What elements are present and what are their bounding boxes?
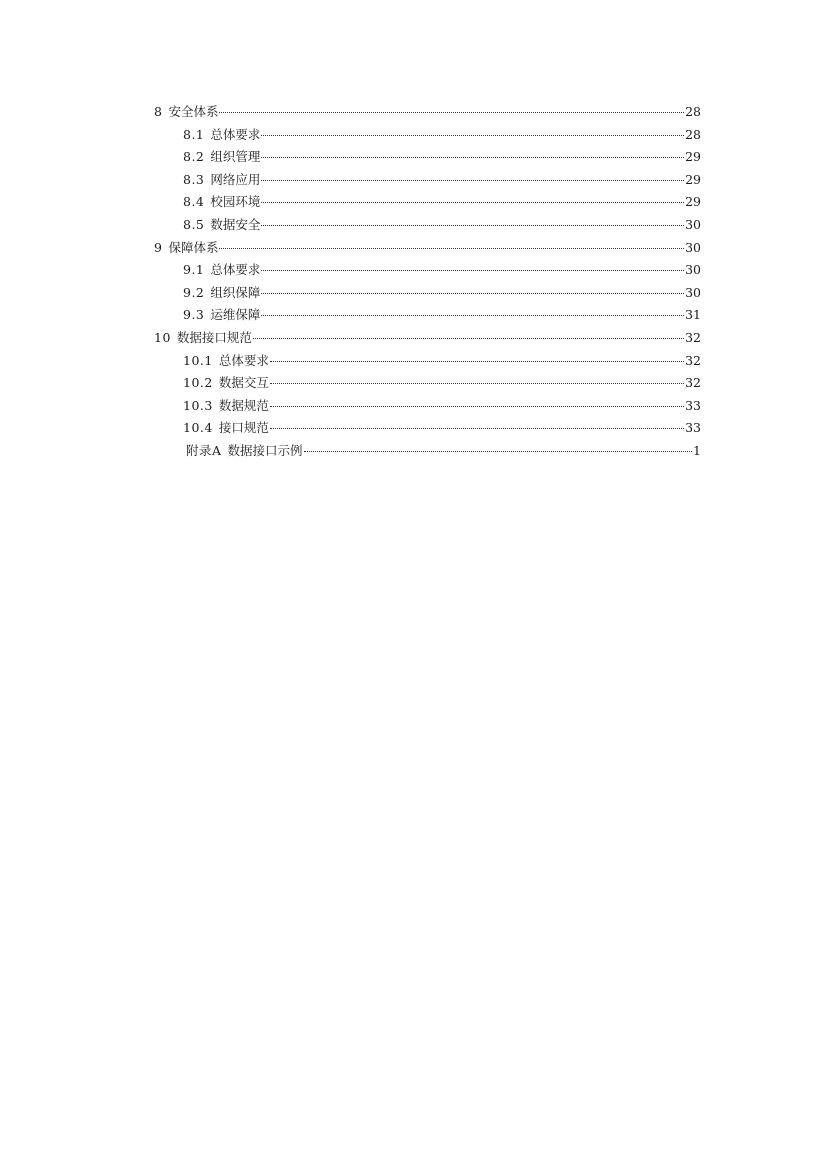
toc-entry-page: 30 [685,284,701,300]
toc-entry[interactable] [154,124,701,147]
toc-entry-number: 10.1 [183,352,213,368]
toc-entry-page: 28 [685,126,701,142]
toc-dot-leader [253,338,684,339]
toc-dot-leader [219,112,684,113]
toc-entry-number: 10.3 [183,397,213,413]
toc-dot-leader [261,180,684,181]
toc-dot-leader [261,225,684,226]
toc-entry-number: 8.2 [183,149,205,165]
toc-entry[interactable] [154,214,701,237]
toc-entry-title: 总体要求 [210,126,261,142]
toc-entry-number: 8.1 [183,126,205,142]
toc-dot-leader [219,248,684,249]
toc-entry-title: 校园环境 [210,194,261,210]
toc-dot-leader [261,315,684,316]
toc-entry-page: 33 [685,420,701,436]
toc-entry-title: 运维保障 [210,307,261,323]
toc-entry-title: 数据接口示例 [227,442,303,458]
toc-entry-title: 保障体系 [168,239,219,255]
toc-entry-page: 29 [685,149,701,165]
toc-entry-number: 10.2 [183,375,213,391]
toc-entry-title: 安全体系 [168,104,219,119]
toc-entry-number: 8 [154,104,163,119]
toc-entry-number: 8.3 [183,171,205,187]
toc-entry-page: 28 [685,104,701,119]
toc-entry-page: 1 [693,442,701,458]
toc-entry-number: 9 [154,239,163,255]
toc-entry-number: 9.2 [183,284,205,300]
toc-entry[interactable] [154,417,701,440]
toc-entry[interactable] [154,169,701,192]
toc-entry[interactable] [154,395,701,418]
toc-entry-page: 30 [685,216,701,232]
toc-dot-leader [261,270,684,271]
toc-entry-number: 10 [154,329,171,345]
toc-entry[interactable] [154,372,701,395]
toc-entry[interactable] [154,101,701,124]
toc-entry-title: 数据交互 [218,375,269,391]
toc-entry-title: 网络应用 [210,171,261,187]
toc-entry-page: 30 [685,262,701,278]
toc-dot-leader [261,202,684,203]
toc-entry[interactable] [154,350,701,373]
toc-dot-leader [261,157,684,158]
toc-entry[interactable] [154,327,701,350]
toc-entry-number: 8.5 [183,216,205,232]
toc-entry[interactable] [154,146,701,169]
toc-entry-title: 组织管理 [210,149,261,165]
toc-entry[interactable] [154,304,701,327]
toc-entry[interactable] [154,440,701,463]
toc-entry-title: 数据接口规范 [176,329,252,345]
toc-entry-title: 数据规范 [218,397,269,413]
toc-entry[interactable] [154,237,701,260]
toc-entry-number: 9.3 [183,307,205,323]
toc-dot-leader [270,428,684,429]
toc-dot-leader [261,135,684,136]
toc-entry[interactable] [154,259,701,282]
toc-entry-number: 10.4 [183,420,213,436]
toc-dot-leader [261,293,684,294]
toc-entry-title: 总体要求 [218,352,269,368]
toc-entry-page: 31 [685,307,701,323]
toc-entry[interactable] [154,191,701,214]
toc-entry-title: 数据安全 [210,216,261,232]
table-of-contents [154,101,701,463]
toc-entry-number: 8.4 [183,194,205,210]
toc-entry-number: 9.1 [183,262,205,278]
toc-entry-title: 总体要求 [210,262,261,278]
toc-entry-page: 29 [685,171,701,187]
toc-dot-leader [270,383,684,384]
toc-entry-page: 32 [685,375,701,391]
toc-entry-page: 32 [685,352,701,368]
toc-entry-page: 33 [685,397,701,413]
toc-dot-leader [304,451,693,452]
toc-dot-leader [270,406,684,407]
toc-entry-page: 30 [685,239,701,255]
toc-entry-page: 29 [685,194,701,210]
toc-entry-number: 附录A [186,442,222,458]
toc-entry[interactable] [154,282,701,305]
toc-entry-title: 组织保障 [210,284,261,300]
toc-entry-page: 32 [685,329,701,345]
toc-dot-leader [270,361,684,362]
toc-entry-title: 接口规范 [218,420,269,436]
